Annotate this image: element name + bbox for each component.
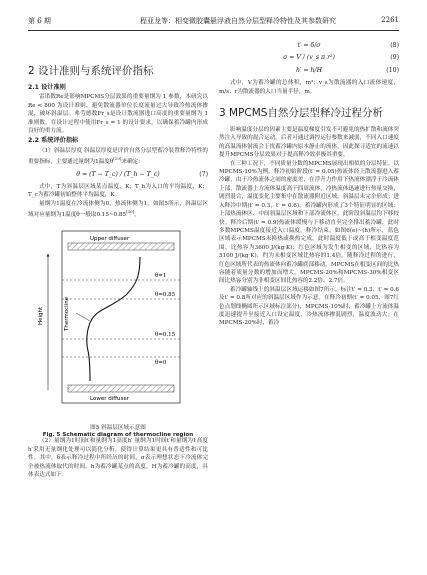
- tank-outline: [62, 231, 180, 403]
- paragraph-dimensionless-temperature-tail: 。: [134, 212, 140, 218]
- theta-085-label: θ=0.85: [155, 292, 176, 299]
- equation-9: [219, 54, 399, 62]
- paragraph-design-criteria: 雷诺数Re是影响MPCMS分层效果的重要量纲为 1 参数，本研究以 Re < 800 为设计准则，避免散流器单位长度流量过大导致冷热流体掺混，破坏斜温层。弗劳德数Fr_s是设计散流器进口高度的重要量纲为 1 准则数，在设计过程中使用Fr_s = 1 的设计要求，以确保蓄冷罐内形成良好的重力流。: [28, 94, 208, 135]
- equation-7: [28, 171, 208, 179]
- paragraph-eq10-symbols: 式中，V为蓄冷罐的总体积，m³；v_s为散流器的入口流体速度，m/s；r为散流器的入口当量半径，m。: [219, 80, 399, 95]
- subsection-2-2-title: 2.2 系统评价指标: [28, 137, 79, 145]
- height-axis-label: Height: [38, 307, 44, 326]
- equation-8: [219, 42, 399, 50]
- left-column: [28, 38, 208, 479]
- right-column: [219, 38, 399, 328]
- paragraph-eq7-symbols: 式中，T为斜温层区域某点温度，K；T_h为入口的平均温度，K；T_c为蓄冷罐初始整体平均温度，K。: [28, 183, 208, 199]
- header-rule: [28, 30, 399, 31]
- paragraph-thermocline-thickness-text: （1）斜温层厚度 斜温层厚度是评价自然分层型蓄冷装置释冷特性的重要指标，主要通过量纲为1温度θ: [28, 147, 208, 166]
- equation-7-number: (7): [199, 170, 208, 178]
- thermocline-diagram: [28, 225, 208, 421]
- paragraph-dimensionless-time-height: （2）量纲为1时间t′和量纲为1高度h′ 量纲为1时间t′和量纲为1高度h′采用无量纲化处理可以简化分析，使得计算结果更具有普适性和可比性。其中，δ表示释冷过程中所经历的时间，σ表示理想状态下冷流体完全被热流体取代的时间，h为蓄冷罐某点的高度，H为蓄冷罐的高度，具体表达式如下：: [28, 438, 208, 479]
- equation-8-number: (8): [390, 42, 399, 49]
- subsection-2-1-title: 2.1 设计准则: [28, 84, 66, 91]
- equation-9-body: σ = V / (v_s π r²): [283, 54, 335, 62]
- equation-7-body: θ = (T − T_c) / (T_h − T_c): [76, 170, 160, 178]
- figure-5-caption-en: Fig. 5 Schematic diagram of thermocline region: [42, 432, 194, 439]
- issue-label: 第 6 期: [28, 17, 51, 25]
- paragraph-thermocline-migration: 蓄冷罐轴线上的斜温层区域运移如图7所示，标注t′ = 0.3、t′ = 0.6及t′ = 0.8所对应的斜温层区域作为示意。在释冷初期(t′ = 0.05，图7红色点划线椭圆所示区域标注部分)，MPCMS-10%时，蓄冷罐上方流体温度迅速提升至接近入口设定温度，冷热流体掺混剧烈，温度波动大；在MPCMS-20%时，蓄冷: [219, 286, 399, 327]
- figure-5: [28, 225, 208, 439]
- page-number: 2261: [381, 16, 399, 24]
- equation-10-body: h′ = h/H: [296, 66, 322, 74]
- running-header: [28, 14, 399, 28]
- section-3-title: 3 MPCMS自然分层型释冷过程分析: [219, 107, 383, 120]
- thermocline-pointer: [76, 313, 90, 321]
- running-title: 程亚龙等：相变微胶囊悬浮液自然分层型释冷特性及其参数研究: [140, 17, 336, 25]
- paragraph-dimensionless-temperature-text: 量纲为1温度在冷流体侧为0，热流体侧为1，如图5所示，斜温层区域对应量纲为1温度θ一般取0.15~0.85: [28, 200, 208, 218]
- paragraph-stratification-factors: 影响温度分层的因素主要是温度梯度引发不可避免的热扩散和流体突然注入导致的混合运动。后者可通过调控运行参数来减弱，不同入口速度的高温流体射流会干扰蓄冷罐内原本静止的流体，因此探寻适宜的流速以提升MPCMS分层效果对于提高释冷效率极其重要。: [219, 127, 399, 159]
- paragraph-thermocline-thickness: （1）斜温层厚度 斜温层厚度是评价自然分层型蓄冷装置释冷特性的重要指标，主要通过量纲为1温度θ[29]来确定：: [28, 147, 208, 166]
- equation-9-number: (9): [390, 54, 399, 62]
- upper-diffuser-block: [68, 243, 174, 250]
- theta-1-label: θ=1: [155, 273, 167, 280]
- paragraph-thermocline-thickness-tail: 来确定：: [121, 159, 144, 166]
- theta-0-label: θ=0: [155, 360, 167, 367]
- thermocline-label: Thermocline: [64, 297, 70, 332]
- lower-diffuser-label: Lower diffuser: [90, 396, 130, 403]
- figure-5-caption-cn: 图5 斜温层区域示意图: [90, 424, 146, 431]
- paragraph-discharge-stages: 在三种工况下，不同质量分数的MPCMS展现出相似的分层特征。以MPCMS-10%为例，释冷初始阶段(t′ = 0.05)热流体经上散流器进入蓄冷罐，由于冷热流体之间的密度差，在浮升力作用下热流体漂浮于冷流体上部，散流器上方流体温度高于四周流体，冷热流体迅速进行热量交换，剧烈混合，温度变化主要集中在散流器附近区域，斜温层未完全形成；进入释冷中期(t′ = 0.3，t′ = 0.6)，蓄冷罐内形成了3个特征明显的区域：上部热流体区、中间斜温层区域和下部冷流体区，此阶段斜温层均下移较快。释冷后期(t′ = 0.9)热流体缓慢与下移动直至完全排出蓄冷罐，此时多数MPCMS温度接近入口温度，释冷结束。如图6(e)~(h)所示，蓝色区域表示MPCMS未换热或换热完成，此时温度低于或高于相变温度范围，比热容为3600 J/(kg·K)；红色区域为发生相变的区域，比热容为5100 J/(kg·K)，约为未相变区域比热容的1.4倍。随释冷过程的进行，红色区域所代表的热流体向蓄冷罐底部移动。MPCMS在相变区间的比热容随着质量分数的增加而增大，MPCMS-20%和MPCMS-30%相变区间比热容分别为非相变区间比热容的2.2倍、2.7倍。: [219, 160, 399, 285]
- section-2-title: 2 设计准则与系统评价指标: [28, 65, 154, 77]
- equation-10: [219, 67, 399, 75]
- lower-diffuser-block: [68, 385, 174, 392]
- equation-10-number: (10): [386, 66, 399, 74]
- theta-015-label: θ=0.15: [155, 332, 176, 339]
- paragraph-dimensionless-temperature: 量纲为1温度在冷流体侧为0，热流体侧为1，如图5所示，斜温层区域对应量纲为1温度θ一般取0.15~0.85[30]。: [28, 200, 208, 218]
- equation-8-body: t′ = δ/σ: [297, 42, 321, 49]
- upper-diffuser-label: Upper diffuser: [90, 236, 130, 243]
- thermocline-curve: [87, 257, 140, 381]
